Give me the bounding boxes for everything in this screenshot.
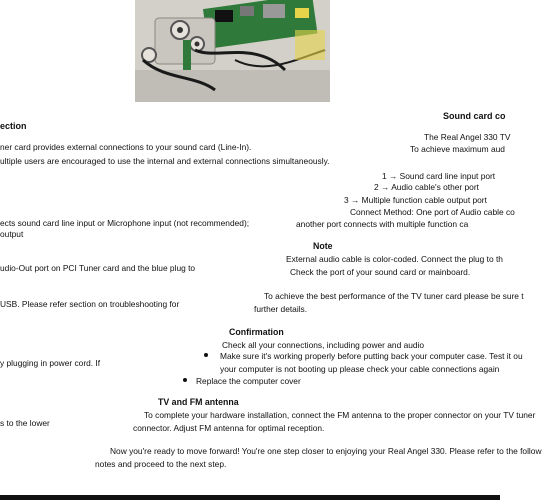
- confirm-item-5: Replace the computer cover: [196, 376, 301, 386]
- confirm-item-3: y plugging in power cord. If: [0, 358, 101, 368]
- right-line-1: The Real Angel 330 TV: [424, 132, 511, 142]
- step-1: 1 → Sound card line input port: [382, 171, 496, 181]
- fm-line-3: connector. Adjust FM antenna for optimal reception.: [133, 423, 325, 433]
- heading-sound-card: Sound card co: [443, 111, 506, 121]
- intro-line-1: ner card provides external connections to your sound card (Line-In).: [0, 142, 252, 152]
- note-line-1: External audio cable is color-coded. Connect the plug to th: [286, 254, 503, 264]
- tuner-card-photo: [135, 0, 330, 102]
- step-2: 2 → Audio cable's other port: [374, 182, 479, 192]
- page-bottom-bar: [0, 495, 500, 500]
- note-heading: Note: [313, 241, 333, 251]
- connect-method-2: another port connects with multiple function ca: [296, 219, 469, 229]
- section-heading: ection: [0, 121, 27, 131]
- usb-text: USB. Please refer section on troubleshooting for: [0, 299, 180, 309]
- performance-text: To achieve the best performance of the TV tuner card please be sure t: [264, 291, 524, 301]
- right-line-2: To achieve maximum aud: [410, 144, 505, 154]
- note-line-2: Check the port of your sound card or mainboard.: [290, 267, 471, 277]
- confirm-item-2: Make sure it's working properly before putting back your computer case. Test it ou: [220, 351, 523, 361]
- bullet-icon: [183, 378, 187, 382]
- further-details: further details.: [254, 304, 308, 314]
- intro-line-2: ultiple users are encouraged to use the internal and external connections simultaneously.: [0, 156, 330, 166]
- line-input-text: ects sound card line input or Microphone input (not recommended);: [0, 218, 250, 228]
- step-3: 3 → Multiple function cable output port: [344, 195, 487, 205]
- connect-method-1: Connect Method: One port of Audio cable co: [350, 207, 515, 217]
- fm-antenna-heading: TV and FM antenna: [158, 397, 239, 407]
- ready-line-2: notes and proceed to the next step.: [95, 459, 227, 469]
- output-text: output: [0, 229, 24, 239]
- confirmation-heading: Confirmation: [229, 327, 284, 337]
- fm-line-2: s to the lower: [0, 418, 50, 428]
- confirm-item-4: your computer is not booting up please check your cable connections again: [220, 364, 500, 374]
- fm-line-1: To complete your hardware installation, connect the FM antenna to the proper connector on your TV tuner: [144, 410, 536, 420]
- confirm-item-1: Check all your connections, including power and audio: [222, 340, 425, 350]
- audio-out-text: udio-Out port on PCI Tuner card and the blue plug to: [0, 263, 196, 273]
- tuner-card-illustration: [135, 0, 330, 102]
- ready-line-1: Now you're ready to move forward! You're one step closer to enjoying your Real Angel 330. Please refer to the follow: [110, 446, 542, 456]
- bullet-icon: [204, 353, 208, 357]
